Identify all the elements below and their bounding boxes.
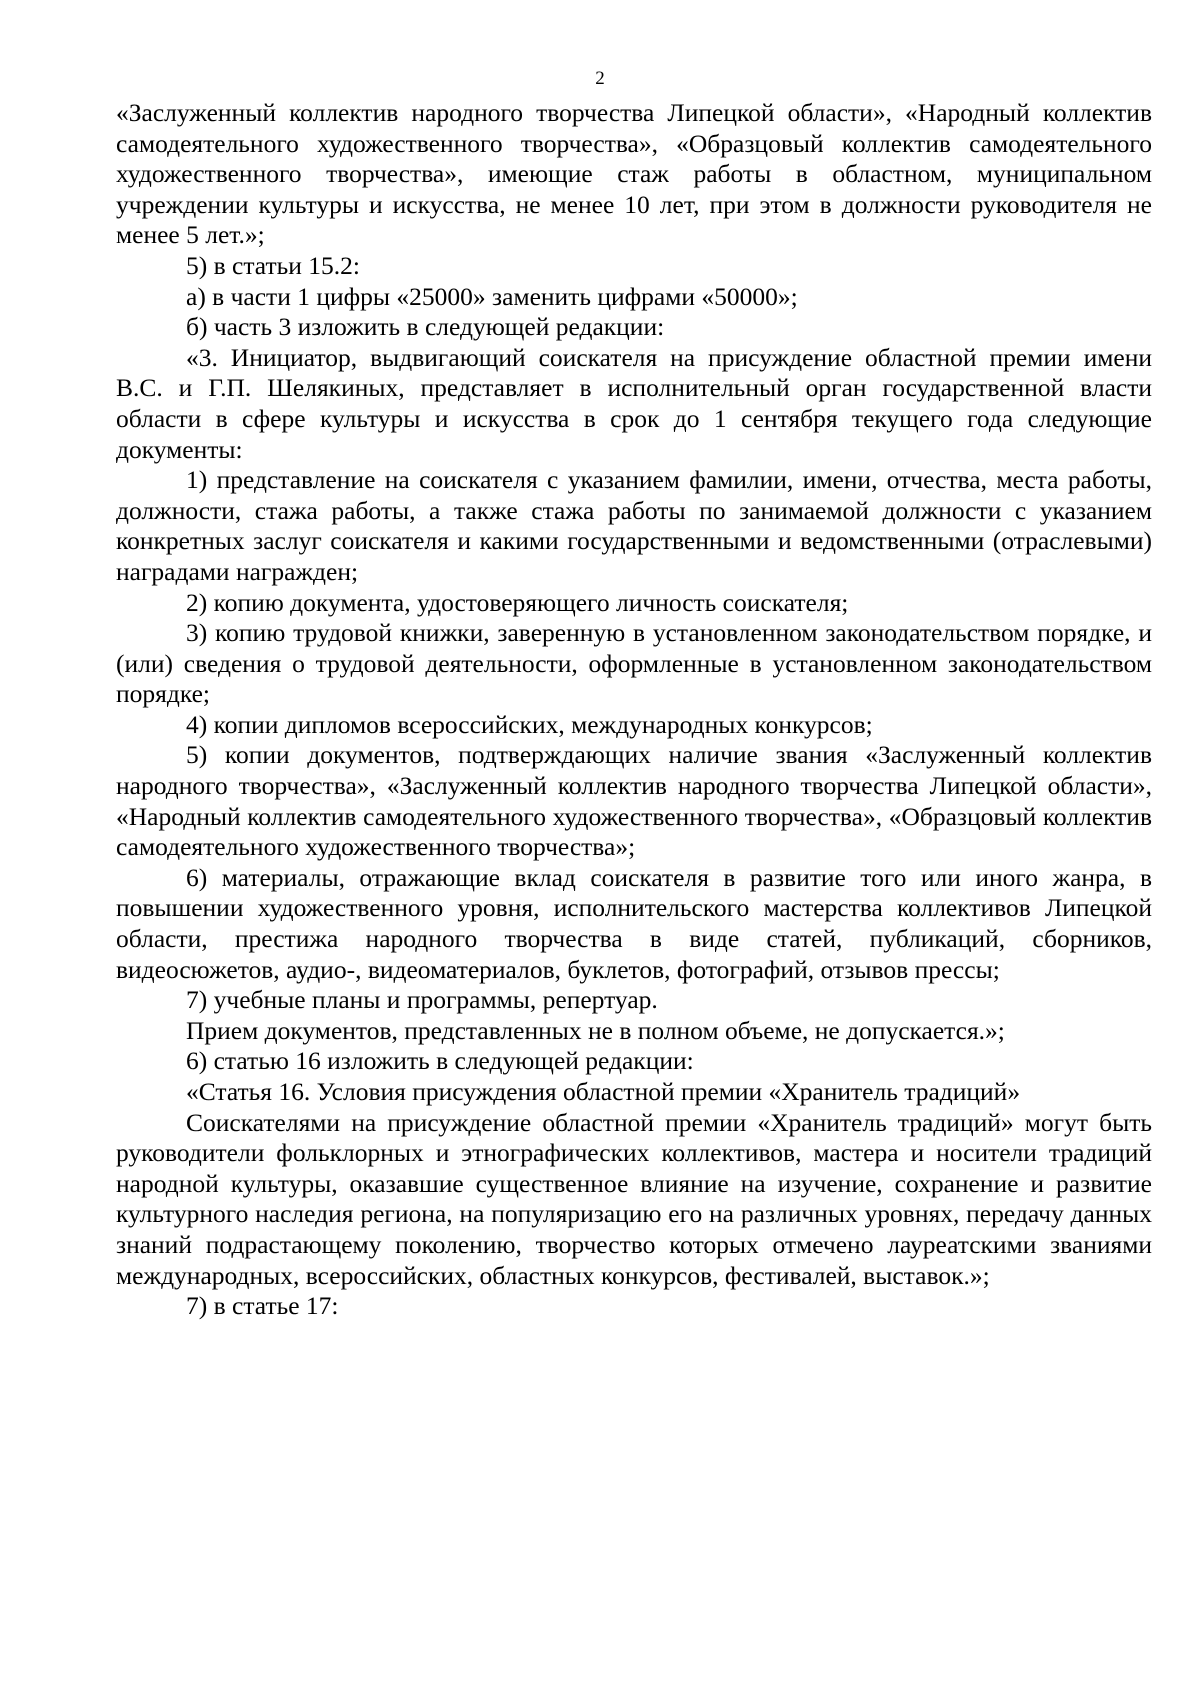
- paragraph: 1) представление на соискателя с указанием фамилии, имени, отчества, места работы, должности, стажа работы, а также стажа работы по занимаемой должности с указанием конкретных заслуг соискателя и какими государственными и ведомственными (отраслевыми) наградами награжден;: [116, 465, 1152, 586]
- document-body: [116, 98, 1152, 1322]
- paragraph: 6) статью 16 изложить в следующей редакции:: [186, 1046, 694, 1076]
- paragraph: 5) в статьи 15.2:: [186, 250, 360, 280]
- paragraph: «Заслуженный коллектив народного творчества Липецкой области», «Народный коллектив самодеятельного художественного творчества», «Образцовый коллектив самодеятельного художественного творчества», имеющие стаж работы в областном, муниципальном учреждении культуры и искусства, не менее 10 лет, при этом в должности руководителя не менее 5 лет.»;: [116, 98, 1152, 250]
- paragraph: 5) копии документов, подтверждающих наличие звания «Заслуженный коллектив народного творчества», «Заслуженный коллектив народного творчества Липецкой области», «Народный коллектив самодеятельного художественного творчества», «Образцовый коллектив самодеятельного художественного творчества»;: [116, 740, 1152, 862]
- paragraph: 3) копию трудовой книжки, заверенную в установленном законодательством порядке, и (или) сведения о трудовой деятельности, оформленные в установленном законодательством порядке;: [116, 618, 1152, 709]
- paragraph: Соискателями на присуждение областной премии «Хранитель традиций» могут быть руководители фольклорных и этнографических коллективов, мастера и носители традиций народной культуры, оказавшие существенное влияние на изучение, сохранение и развитие культурного наследия региона, на популяризацию его на различных уровнях, передачу данных знаний подрастающему поколению, творчество которых отмечено лауреатскими званиями международных, всероссийских, областных конкурсов, фестивалей, выставок.»;: [116, 1107, 1152, 1290]
- paragraph: 2) копию документа, удостоверяющего личность соискателя;: [186, 587, 849, 617]
- paragraph: 7) в статье 17:: [186, 1291, 339, 1321]
- paragraph: 6) материалы, отражающие вклад соискателя в развитие того или иного жанра, в повышении художественного уровня, исполнительского мастерства коллективов Липецкой области, престижа народного творчества в виде статей, публикаций, сборников, видеосюжетов, аудио-, видеоматериалов, буклетов, фотографий, отзывов прессы;: [116, 862, 1152, 984]
- paragraph: Прием документов, представленных не в полном объеме, не допускается.»;: [186, 1015, 1005, 1045]
- paragraph: б) часть 3 изложить в следующей редакции:: [186, 312, 665, 342]
- paragraph: 7) учебные планы и программы, репертуар.: [186, 985, 658, 1015]
- paragraph: 4) копии дипломов всероссийских, международных конкурсов;: [186, 709, 873, 739]
- page-number: 2: [595, 68, 605, 89]
- paragraph: «Статья 16. Условия присуждения областной премии «Хранитель традиций»: [186, 1077, 1021, 1106]
- paragraph: «3. Инициатор, выдвигающий соискателя на присуждение областной премии имени В.С. и Г.П. Шелякиных, представляет в исполнительный орган государственной власти области в сфере культуры и искусства в срок до 1 сентября текущего года следующие документы:: [116, 342, 1152, 464]
- paragraph: а) в части 1 цифры «25000» заменить цифрами «50000»;: [186, 281, 798, 311]
